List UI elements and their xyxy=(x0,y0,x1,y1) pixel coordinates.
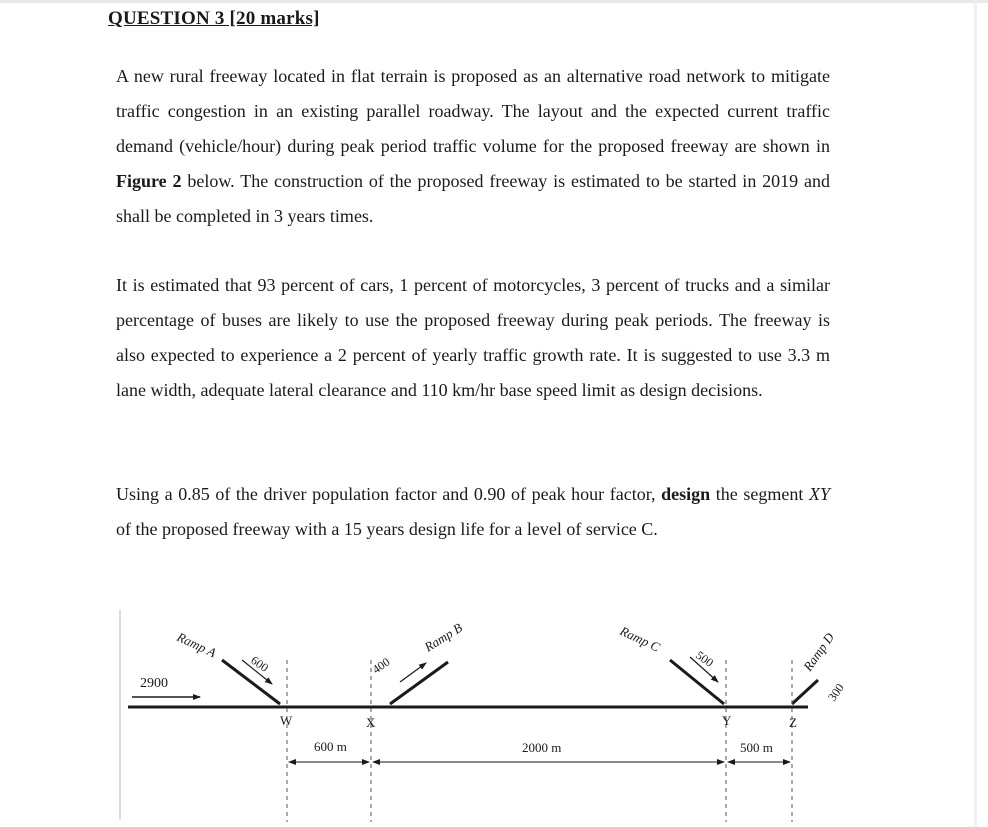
ramp-c-label: Ramp C xyxy=(617,623,663,655)
paragraph-1 xyxy=(116,59,830,234)
page-edge-right xyxy=(974,0,977,827)
distance-yz-label: 500 m xyxy=(740,740,773,755)
ramp-c-volume: 500 xyxy=(693,647,717,670)
ramp-d-volume: 300 xyxy=(824,680,847,704)
ramp-d-label: Ramp D xyxy=(800,629,838,674)
ramp-c-line xyxy=(670,660,724,704)
question-heading: QUESTION 3 [20 marks] xyxy=(108,8,320,29)
segment-label: XY xyxy=(808,484,830,504)
paragraph-2: It is estimated that 93 percent of cars, 1 percent of motorcycles, 3 percent of trucks and a similar percentage of buses are likely to use the proposed freeway during peak periods. The freeway is also expected to experience a 2 percent of yearly traffic growth rate. It is suggested to use 3.3 m lane width, adequate lateral clearance and 110 km/hr base speed limit as design decisions. xyxy=(116,275,830,400)
distance-xy-label: 2000 m xyxy=(522,740,562,755)
point-y-label: Y xyxy=(722,713,732,728)
distance-wx-label: 600 m xyxy=(314,739,347,754)
ramp-a-label: Ramp A xyxy=(174,629,219,661)
paragraph-3-text-end: of the proposed freeway with a 15 years design life for a level of service C. xyxy=(116,519,658,539)
paragraph-3-text-mid: the segment xyxy=(710,484,809,504)
paragraph-3-text: Using a 0.85 of the driver population factor and 0.90 of peak hour factor, xyxy=(116,484,662,504)
ramp-d-line xyxy=(792,680,818,704)
point-x-label: X xyxy=(366,715,376,730)
freeway-layout-figure xyxy=(118,600,847,827)
paragraph-1-text: A new rural freeway located in flat terrain is proposed as an alternative road network to mitigate traffic congestion in an existing parallel roadway. The layout and the expected current traffic demand (vehicle/hour) during peak period traffic volume for the proposed freeway are shown in xyxy=(116,66,830,156)
point-w-label: W xyxy=(280,713,293,728)
ramp-b-volume: 400 xyxy=(369,654,393,677)
design-keyword: design xyxy=(661,484,711,504)
paragraph-3 xyxy=(116,477,830,547)
mainline-volume: 2900 xyxy=(140,676,168,691)
paragraph-1-text-end: below. The construction of the proposed freeway is estimated to be started in 2019 and shall be completed in 3 years times. xyxy=(116,171,830,226)
ramp-a-volume: 600 xyxy=(248,652,272,675)
point-z-label: Z xyxy=(789,715,797,730)
page-edge xyxy=(0,0,988,3)
figure-reference: Figure 2 xyxy=(116,171,182,191)
ramp-b-label: Ramp B xyxy=(421,619,465,655)
